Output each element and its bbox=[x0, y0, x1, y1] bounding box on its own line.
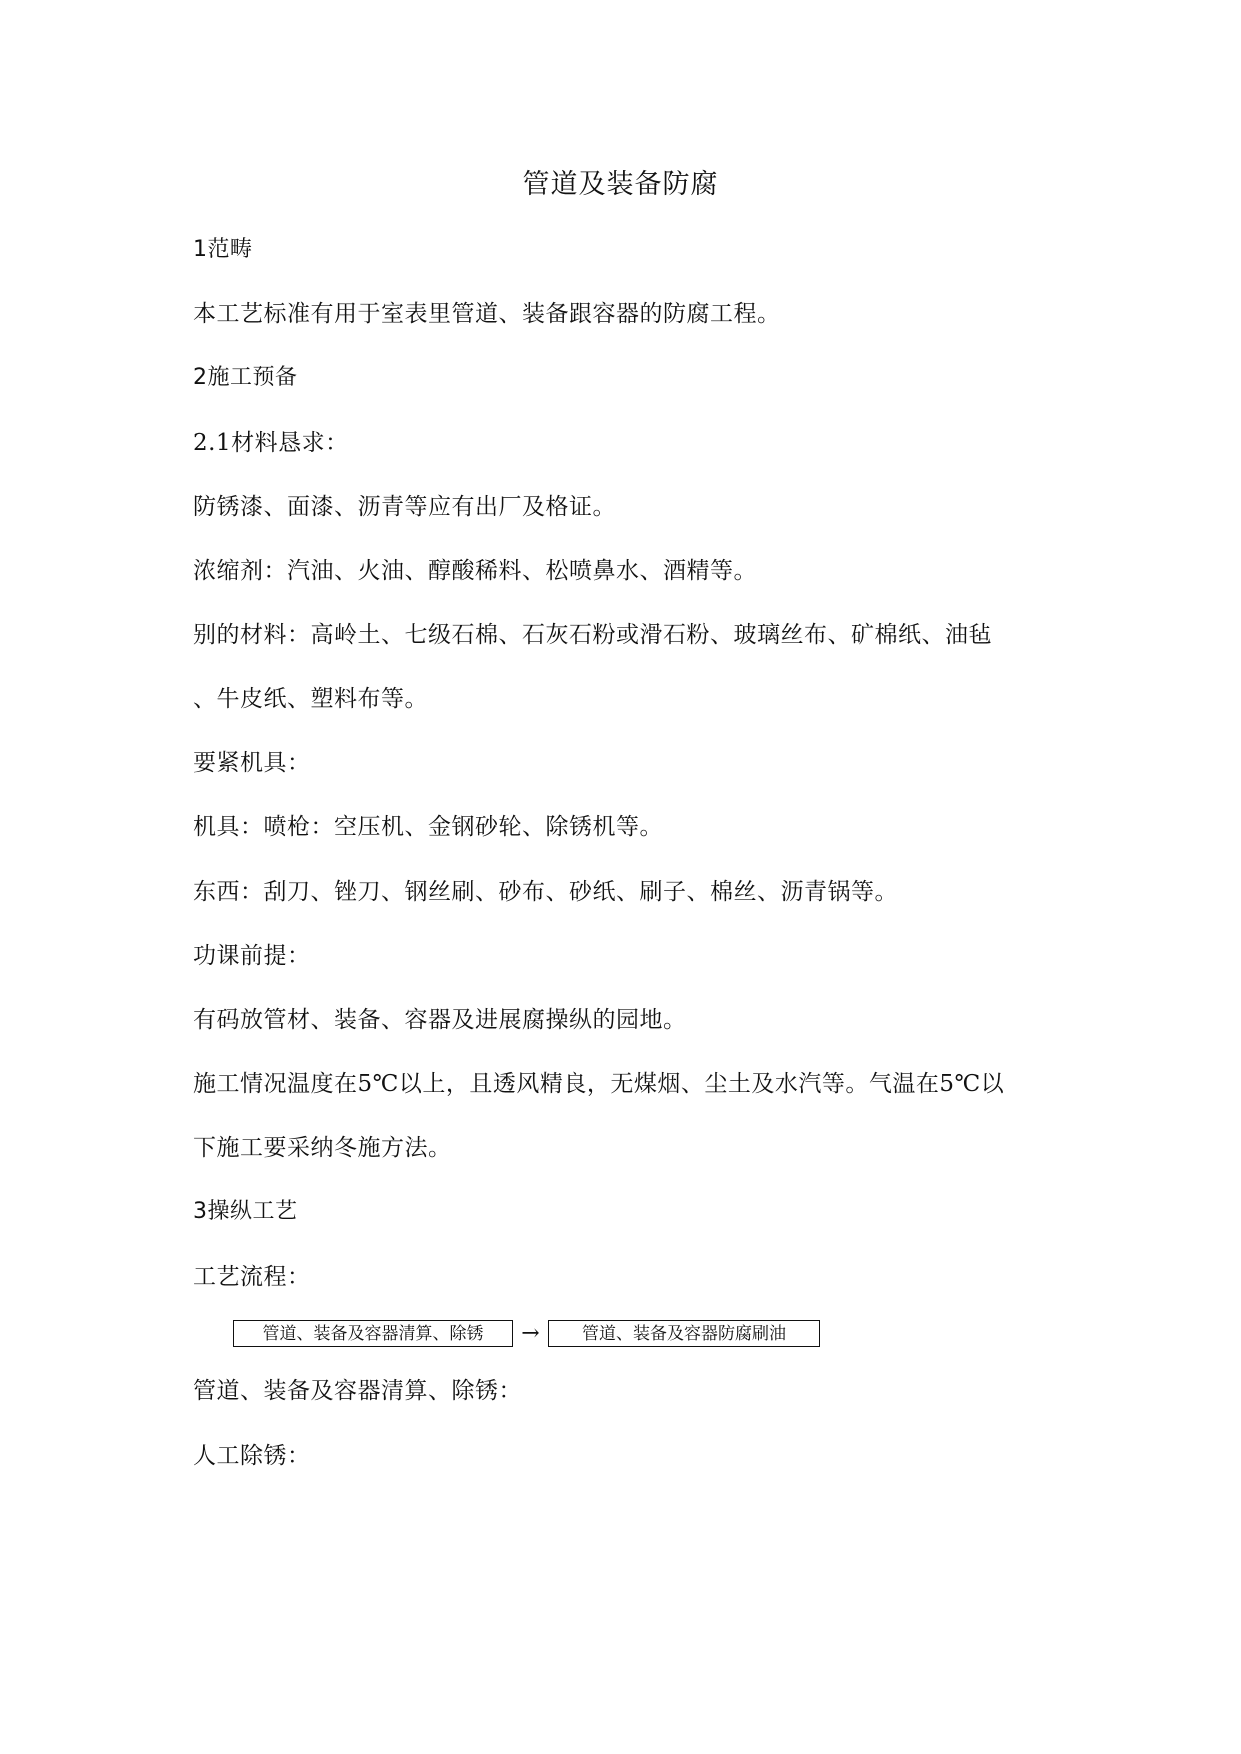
section-heading-preparation: 2施工预备 bbox=[193, 365, 298, 390]
section-heading-process: 3操纵工艺 bbox=[193, 1199, 298, 1224]
paragraph-site: 有码放管材、装备、容器及进展腐操纵的园地。 bbox=[193, 1007, 687, 1033]
paragraph-temperature: 施工情况温度在5℃以上，且透风精良，无煤烟、尘土及水汽等。气温在5℃以 bbox=[193, 1071, 1005, 1097]
paragraph-thinners: 浓缩剂：汽油、火油、醇酸稀料、松喷鼻水、酒精等。 bbox=[193, 558, 757, 584]
subheading-conditions: 功课前提： bbox=[193, 943, 311, 969]
paragraph-machines: 机具：喷枪：空压机、金钢砂轮、除锈机等。 bbox=[193, 814, 663, 840]
flowchart-step-cleaning: 管道、装备及容器清算、除锈 bbox=[233, 1320, 513, 1347]
paragraph-temperature-cont: 下施工要采纳冬施方法。 bbox=[193, 1135, 452, 1161]
document-title: 管道及装备防腐 bbox=[522, 169, 719, 200]
flowchart-arrow: → bbox=[521, 1320, 540, 1346]
subheading-cleaning: 管道、装备及容器清算、除锈： bbox=[193, 1378, 522, 1404]
subheading-process-flow: 工艺流程： bbox=[193, 1264, 311, 1290]
subheading-equipment: 要紧机具： bbox=[193, 750, 311, 776]
paragraph-other-materials: 别的材料：高岭土、七级石棉、石灰石粉或滑石粉、玻璃丝布、矿棉纸、油毡 bbox=[193, 622, 992, 648]
paragraph-other-materials-cont: 、牛皮纸、塑料布等。 bbox=[193, 686, 428, 712]
paragraph-paints: 防锈漆、面漆、沥青等应有出厂及格证。 bbox=[193, 494, 616, 520]
subheading-manual-rust-removal: 人工除锈： bbox=[193, 1443, 311, 1469]
paragraph-scope: 本工艺标准有用于室表里管道、装备跟容器的防腐工程。 bbox=[193, 301, 781, 327]
section-heading-scope: 1范畴 bbox=[193, 237, 253, 262]
flowchart-step-painting: 管道、装备及容器防腐刷油 bbox=[548, 1320, 820, 1347]
subheading-materials: 2.1材料恳求： bbox=[193, 430, 349, 456]
paragraph-tools: 东西：刮刀、锉刀、钢丝刷、砂布、砂纸、刷子、棉丝、沥青锅等。 bbox=[193, 879, 898, 905]
process-flowchart bbox=[233, 1318, 820, 1348]
